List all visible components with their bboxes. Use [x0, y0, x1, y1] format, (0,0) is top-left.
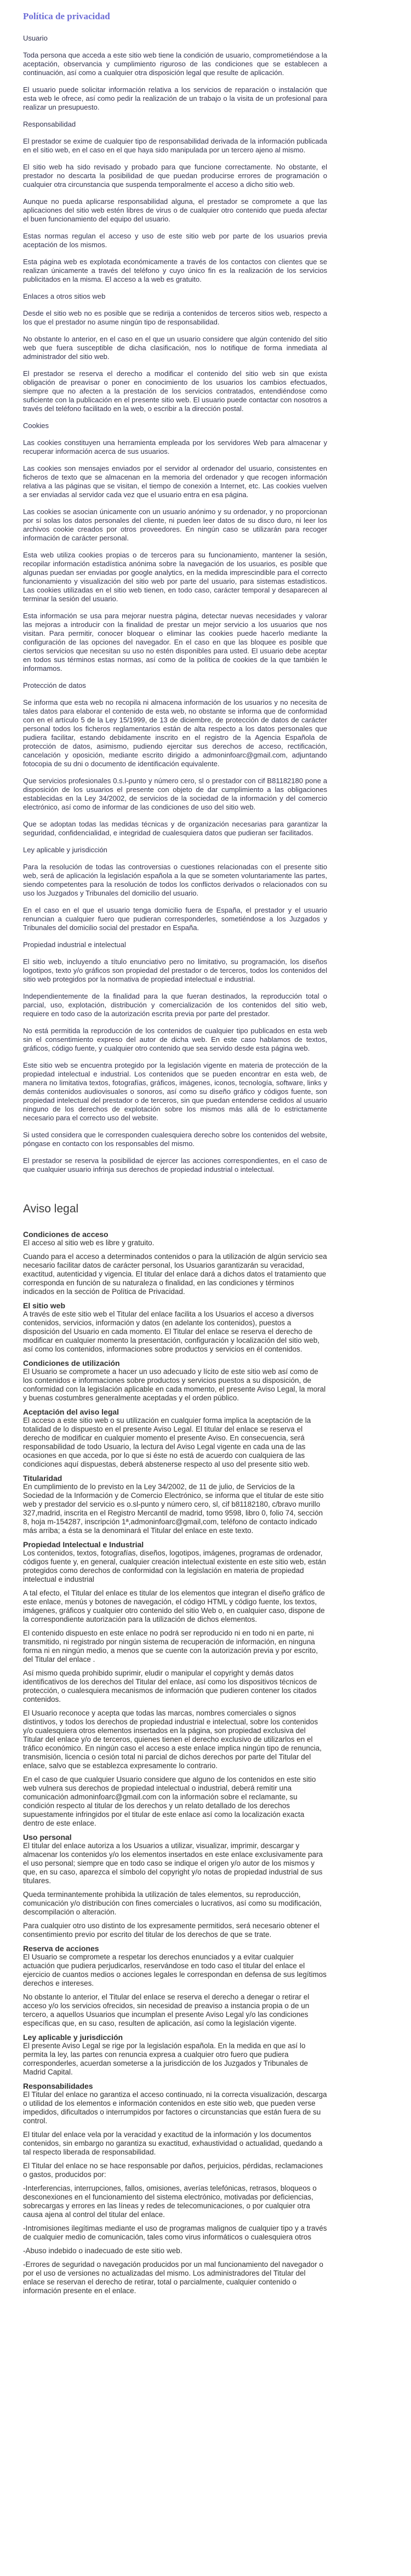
- privacy-section-heading: Protección de datos: [23, 681, 86, 689]
- legal-paragraph: -Abuso indebido o inadecuado de este sitio web.: [23, 2247, 182, 2255]
- privacy-paragraph: Toda persona que acceda a este sitio web tiene la condición de usuario, comprometiéndose a la aceptación, observancia y cumplimiento riguroso de las condiciones que se establecen a continuación, así como a cualquier otra disposición legal que resulte de aplicación.: [23, 51, 327, 77]
- legal-section-heading: Aceptación del aviso legal: [23, 1407, 119, 1416]
- privacy-paragraph: Que servicios profesionales 0.s.l-punto y número cero, sl o prestador con cif B81182180 pone a disposición de los usuarios el presente con objeto de dar cumplimiento a las obligaciones establecidas en la Ley 34/2002, de servicios de la sociedad de la información y del comercio electrónico, así como de informar de las condiciones de uso del sitio web.: [23, 777, 327, 811]
- legal-paragraph: Así mismo queda prohibido suprimir, eludir o manipular el copyright y demás datos identificativos de los derechos del Titular del enlace, así como los dispositivos técnicos de protección, o cualesquiera mecanismos de información que pudieren contener los citados contenidos.: [23, 1669, 317, 1703]
- legal-paragraph: -Interferencias, interrupciones, fallos, omisiones, averías telefónicas, retrasos, bloqueos o desconexiones en el funcionamiento del sistema electrónico, motivadas por deficiencias, sobrecargas y errores en las líneas y redes de telecomunicaciones, o por cualquier otra causa ajena al control del titular del enlace.: [23, 2184, 317, 2219]
- privacy-section-heading: Ley aplicable y jurisdicción: [23, 846, 107, 854]
- privacy-paragraph: Las cookies son mensajes enviados por el servidor al ordenador del usuario, consistentes en ficheros de texto que se almacenan en la memoria del ordenador y que recogen información relativa a las páginas que se visitan, el tiempo de conexión a Internet, etc. Las cookies vuelven a ser enviadas al servidor cada vez que el usuario entra en esa página.: [23, 464, 327, 499]
- privacy-paragraph: El prestador se exime de cualquier tipo de responsabilidad derivada de la información publicada en el sitio web, en el caso en el que haya sido manipulada por un tercero ajeno al mismo.: [23, 137, 327, 154]
- privacy-paragraph: Si usted considera que le corresponden cualesquiera derecho sobre los contenidos del website, póngase en contacto con los responsables del mismo.: [23, 1131, 327, 1148]
- privacy-policy-title: Política de privacidad: [23, 11, 110, 21]
- privacy-paragraph: El usuario puede solicitar información relativa a los servicios de reparación o instalación que esta web le ofrece, así como pedir la realización de un trabajo o la visita de un profesional para realizar un presupuesto.: [23, 86, 327, 111]
- legal-paragraph: El Titular del enlace no garantiza el acceso continuado, ni la correcta visualización, descarga o utilidad de los elementos e información contenidos en este sitio web, que pueden verse impedidos, dificultados o interrumpidos por factores o circunstancias que están fuera de su control.: [23, 2090, 327, 2125]
- privacy-section-heading: Cookies: [23, 421, 49, 430]
- legal-section-heading: Reserva de acciones: [23, 1944, 99, 1953]
- legal-paragraph: El acceso al sitio web es libre y gratuito.: [23, 1239, 155, 1247]
- legal-paragraph: El titular del enlace vela por la veracidad y exactitud de la información y los documentos contenidos, sin embargo no garantiza su exactitud, exhaustividad o actualidad, quedando a tal respecto liberada de responsabilidad.: [23, 2130, 323, 2156]
- legal-paragraph: El Usuario reconoce y acepta que todas las marcas, nombres comerciales o signos distintivos, y todos los derechos de propiedad industrial e intelectual, sobre los contenidos y/o cualesquiera otros elementos insertados en la página, son propiedad exclusiva del Titular del enlace y/o de terceros, quienes tienen el derecho exclusivo de utilizarlos en el tráfico económico. En ningún caso el acceso a este enlace implica ningún tipo de renuncia, transmisión, licencia o cesión total ni parcial de dichos derechos por parte del Titular del enlace, salvo que se establezca expresamente lo contrario.: [23, 1709, 322, 1770]
- privacy-paragraph: Se informa que esta web no recopila ni almacena información de los usuarios y no necesita de tales datos para elaborar el contenido de esta web, no obstante se informa que de conformidad con en el artículo 5 de la Ley 15/1999, de 13 de diciembre, de protección de datos de carácter personal todos los ficheros reglamentarios están de alta respecto a los datos personales que pudiera facilitar, estando debidamente inscrito en el registro de la Agencia Española de protección de datos, asimismo, pudiendo ejercitar sus derechos de acceso, rectificación, cancelación y oposición, mediante escrito dirigido a admoninfoarc@gmail.com, adjuntando fotocopia de su dni o documento de identificación equivalente.: [23, 698, 327, 768]
- privacy-policy-section: [23, 11, 327, 1174]
- privacy-paragraph: Que se adoptan todas las medidas técnicas y de organización necesarias para garantizar la seguridad, confidencialidad, e integridad de cualesquiera datos que pudieran ser facilitados.: [23, 820, 327, 837]
- legal-section-heading: Ley aplicable y jurisdicción: [23, 2033, 123, 2042]
- privacy-paragraph: Aunque no pueda aplicarse responsabilidad alguna, el prestador se compromete a que las aplicaciones del sitio web estén libres de virus o de cualquier otro contenido que pueda afectar el buen funcionamiento del equipo del usuario.: [23, 197, 327, 223]
- privacy-policy-content: [23, 34, 327, 1174]
- privacy-paragraph: Esta página web es explotada económicamente a través de los contactos con clientes que se realizan únicamente a través del teléfono y cuyo único fin es la realización de los servicios publicitados en la misma. El acceso a la web es gratuito.: [23, 258, 327, 283]
- privacy-paragraph: En el caso en el que el usuario tenga domicilio fuera de España, el prestador y el usuario renuncian a cualquier fuero que pudieran corresponderles, sometiéndose a los Juzgados y Tribunales del domicilio social del prestador en España.: [23, 906, 327, 932]
- legal-section-heading: Uso personal: [23, 1833, 72, 1842]
- privacy-paragraph: Este sitio web se encuentra protegido por la legislación vigente en materia de protección de la propiedad intelectual e industrial. Los contenidos que se pueden encontrar en esta web, de manera no limitativa textos, fotografías, gráficos, imágenes, iconos, tecnología, software, links y demás contenidos audiovisuales o sonoros, así como su diseño gráfico y códigos fuente, son propiedad intelectual del prestador o de terceros, sin que puedan entenderse cedidos al usuario ninguno de los derechos de explotación sobre los mismos más allá de lo estrictamente necesario para el correcto uso del website.: [23, 1061, 327, 1122]
- privacy-paragraph: Independientemente de la finalidad para la que fueran destinados, la reproducción total o parcial, uso, explotación, distribución y comercialización de los contenidos del sitio web, requiere en todo caso de la autorización escrita previa por parte del prestador.: [23, 992, 327, 1018]
- privacy-paragraph: El sitio web ha sido revisado y probado para que funcione correctamente. No obstante, el prestador no descarta la posibilidad de que puedan producirse errores de programación o cualquier otra circunstancia que suspenda temporalmente el acceso a dicho sitio web.: [23, 163, 327, 189]
- privacy-paragraph: Esta información se usa para mejorar nuestra página, detectar nuevas necesidades y valorar las mejoras a introducir con la finalidad de prestar un mejor servicio a los usuarios que nos visitan. Para permitir, conocer bloquear o eliminar las cookies puede hacerlo mediante la configuración de las opciones del navegador. En el caso en que las bloquee es posible que ciertos servicios que necesitan su uso no estén disponibles para usted. El usuario debe aceptar en todos sus términos estas normas, así como de la política de cookies de la que también le informamos.: [23, 612, 327, 673]
- legal-paragraph: Cuando para el acceso a determinados contenidos o para la utilización de algún servicio sea necesario facilitar datos de carácter personal, los Usuarios garantizarán su veracidad, exactitud, autenticidad y vigencia. El titular del enlace dará a dichos datos el tratamiento que corresponda en función de su naturaleza o finalidad, en las condiciones y términos indicados en la sección de Política de Privacidad.: [23, 1252, 327, 1296]
- legal-section-heading: Condiciones de acceso: [23, 1230, 109, 1239]
- legal-paragraph: El Usuario se compromete a respetar los derechos enunciados y a evitar cualquier actuación que pudiera perjudicarlos, reservándose en todo caso el titular del enlace el ejercicio de cuantos medios o acciones legales le correspondan en defensa de sus legítimos derechos e intereses.: [23, 1953, 327, 1987]
- legal-paragraph: A tal efecto, el Titular del enlace es titular de los elementos que integran el diseño gráfico de este enlace, menús y botones de navegación, el código HTML y código fuente, los textos, imágenes, gráficos y cualquier otro contenido del sitio Web o, en cualquier caso, dispone de la correspondiente autorización para la utilización de dichos elementos.: [23, 1589, 325, 1623]
- legal-paragraph: El Usuario se compromete a hacer un uso adecuado y lícito de este sitio web así como de los contenidos e informaciones sobre productos y servicios puestos a su disposición, de conformidad con la legislación aplicable en cada momento, el presente Aviso Legal, la moral y buenas costumbres generalmente aceptadas y el orden público.: [23, 1367, 326, 1402]
- legal-paragraph: En el caso de que cualquier Usuario considere que alguno de los contenidos en este sitio web vulnera sus derechos de propiedad intelectual o industrial, deberá remitir una comunicación admoninfoarc@gmail.com con la información sobre el reclamante, su condición respecto al titular de los derechos y un relato detallado de los derechos supuestamente infringidos por el titular de este enlace así como la localización exacta dentro de este enlace.: [23, 1775, 316, 1827]
- privacy-paragraph: Las cookies se asocian únicamente con un usuario anónimo y su ordenador, y no proporcionan por sí solas los datos personales del cliente, ni pueden leer datos de su disco duro, ni leer los archivos cookie creados por otros proveedores. En ningún caso se utilizarán para recoger información de carácter personal.: [23, 508, 327, 542]
- legal-paragraph: Queda terminantemente prohibida la utilización de tales elementos, su reproducción, comunicación y/o distribución con fines comerciales o lucrativos, así como su modificación, descompilación o alteración.: [23, 1890, 322, 1916]
- privacy-paragraph: Las cookies constituyen una herramienta empleada por los servidores Web para almacenar y recuperar información acerca de sus usuarios.: [23, 438, 327, 455]
- legal-paragraph: Para cualquier otro uso distinto de los expresamente permitidos, será necesario obtener el consentimiento previo por escrito del titular de los derechos de que se trate.: [23, 1922, 320, 1939]
- legal-paragraph: En cumplimiento de lo previsto en la Ley 34/2002, de 11 de julio, de Servicios de la Sociedad de la Información y de Comercio Electrónico, se informa que el titular de este sitio web y prestador del servicio es o.sl-punto y número cero, sl, cif b81182180, c/bravo murillo 327,madrid, inscrita en el Registro Mercantil de madrid, tomo 9598, libro 0, folio 74, sección 8, hoja m-154287, inscripción 1ª,admoninfoarc@gmail,com, teléfono de contacto indicado más arriba; a ésta se la denominará el Titular del enlace en este texto.: [23, 1483, 324, 1535]
- legal-notice-content: [23, 1230, 327, 2295]
- legal-paragraph: -Intromisiones ilegítimas mediante el uso de programas malignos de cualquier tipo y a través de cualquier medio de comunicación, tales como virus informáticos o cualesquiera otros: [23, 2224, 327, 2241]
- privacy-section-heading: Responsabilidad: [23, 120, 76, 128]
- legal-paragraph: El Titular del enlace no se hace responsable por daños, perjuicios, pérdidas, reclamaciones o gastos, producidos por:: [23, 2162, 323, 2179]
- privacy-section-heading: Usuario: [23, 34, 48, 42]
- legal-paragraph: El acceso a este sitio web o su utilización en cualquier forma implica la aceptación de la totalidad de lo dispuesto en el presente Aviso Legal. El titular del enlace se reserva el derecho de modificar en cualquier momento el presente Aviso. En consecuencia, será responsabilidad de todo Usuario, la lectura del Aviso Legal vigente en cada una de las ocasiones en que acceda, por lo que si éste no está de acuerdo con cualquiera de las condiciones aquí dispuestas, deberá abstenerse respecto al uso del presente sitio web.: [23, 1416, 311, 1468]
- legal-section-heading: El sitio web: [23, 1301, 66, 1310]
- privacy-paragraph: Esta web utiliza cookies propias o de terceros para su funcionamiento, mantener la sesión, recopilar información estadística anónima sobre la navegación de los usuarios, es posible que algunas puedan ser enviadas por google analytics, en la medida imprescindible para el correcto funcionamiento y visualización del sitio web por parte del usuario, para sistemas estadísticos. Las cookies utilizadas en el sitio web tienen, en todo caso, carácter temporal y desaparecen al terminar la sesión del usuario.: [23, 551, 327, 603]
- legal-notice-section: [23, 1202, 327, 2295]
- privacy-paragraph: Estas normas regulan el acceso y uso de este sitio web por parte de los usuarios previa aceptación de los mismos.: [23, 232, 327, 249]
- legal-paragraph: A través de este sitio web el Titular del enlace facilita a los Usuarios el acceso a diversos contenidos, servicios, información y datos (en adelante los contenidos), puestos a disposición del Usuario en cada momento. El Titular del enlace se reserva el derecho de modificar en cualquier momento la presentación, configuración y localización del sitio web, así como los contenidos, informaciones sobre productos y servicios en él contenidos.: [23, 1310, 320, 1353]
- legal-paragraph: El titular del enlace autoriza a los Usuarios a utilizar, visualizar, imprimir, descargar y almacenar los contenidos y/o los elementos insertados en este enlace exclusivamente para el uso personal; siempre que en todo caso se indique el origen y/o autor de los mismos y que, en su caso, aparezca el símbolo del copyright y/o notas de propiedad industrial de sus titulares.: [23, 1842, 323, 1885]
- legal-section-heading: Responsabilidades: [23, 2082, 93, 2090]
- legal-notice-title: Aviso legal: [23, 1202, 79, 1215]
- privacy-section-heading: Enlaces a otros sitios web: [23, 292, 106, 300]
- legal-paragraph: No obstante lo anterior, el Titular del enlace se reserva el derecho a denegar o retirar el acceso y/o los servicios ofrecidos, sin necesidad de preaviso a instancia propia o de un tercero, a aquellos Usuarios que incumplan el presente Aviso Legal y/o las condiciones específicas que, en su caso, resulten de aplicación, así como la legislación vigente.: [23, 1993, 310, 2027]
- legal-section-heading: Condiciones de utilización: [23, 1359, 120, 1367]
- legal-section-heading: Propiedad Intelectual e Industrial: [23, 1540, 144, 1549]
- privacy-paragraph: El prestador se reserva el derecho a modificar el contenido del sitio web sin que exista obligación de preavisar o poner en conocimiento de los usuarios los cambios efectuados, siempre que no afecten a la prestación de los servicios contratados, entendiéndose como suficiente con la publicación en el presente sitio web. El usuario puede contactar con nosotros a través del teléfono facilitado en la web, o escribir a la dirección postal.: [23, 369, 327, 413]
- legal-paragraph: -Errores de seguridad o navegación producidos por un mal funcionamiento del navegador o por el uso de versiones no actualizadas del mismo. Los administradores del Titular del enlace se reservan el derecho de retirar, total o parcialmente, cualquier contenido o información presente en el enlace.: [23, 2260, 323, 2295]
- privacy-paragraph: El sitio web, incluyendo a título enunciativo pero no limitativo, su programación, los diseños logotipos, texto y/o gráficos son propiedad del prestador o de terceros, todos los contenidos del sitio web protegidos por la normativa de propiedad intelectual e industrial.: [23, 958, 327, 983]
- privacy-paragraph: Para la resolución de todas las controversias o cuestiones relacionadas con el presente sitio web, será de aplicación la legislación española a la que se someten voluntariamente las partes, siendo competentes para la resolución de todos los conflictos derivados o relacionados con su uso los Juzgados y Tribunales del domicilio del usuario.: [23, 863, 327, 897]
- legal-paragraph: El presente Aviso Legal se rige por la legislación española. En la medida en que así lo permita la ley, las partes con renuncia expresa a cualquier otro fuero que pudiera corresponderles, acuerdan someterse a la jurisdicción de los Juzgados y Tribunales de Madrid Capital.: [23, 2042, 309, 2076]
- privacy-paragraph: El prestador se reserva la posibilidad de ejercer las acciones correspondientes, en el caso de que cualquier usuario infrinja sus derechos de propiedad industrial o intelectual.: [23, 1156, 327, 1173]
- privacy-section-heading: Propiedad industrial e intelectual: [23, 941, 126, 949]
- legal-section-heading: Titularidad: [23, 1474, 62, 1483]
- legal-paragraph: El contenido dispuesto en este enlace no podrá ser reproducido ni en todo ni en parte, ni transmitido, ni registrado por ningún sistema de recuperación de información, en ninguna forma ni en ningún medio, a menos que se cuente con la autorización previa y por escrito, del Titular del enlace .: [23, 1629, 318, 1663]
- legal-paragraph: Los contenidos, textos, fotografías, diseños, logotipos, imágenes, programas de ordenador, códigos fuente y, en general, cualquier creación intelectual existente en este sitio web, están protegidos como derechos de conformidad con la legislación en materia de propiedad intelectual e industrial: [23, 1549, 326, 1583]
- privacy-paragraph: No está permitida la reproducción de los contenidos de cualquier tipo publicados en esta web sin el consentimiento expreso del autor de dicha web. En este caso hablamos de textos, gráficos, código fuente, y cualquier otro contenido que sea servido desde esta página web.: [23, 1027, 327, 1052]
- privacy-paragraph: No obstante lo anterior, en el caso en el que un usuario considere que algún contenido del sitio web que fuera susceptible de dicha clasificación, nos lo notifique de forma inmediata al administrador del sitio web.: [23, 335, 327, 361]
- privacy-paragraph: Desde el sitio web no es posible que se redirija a contenidos de terceros sitios web, respecto a los que el prestador no asume ningún tipo de responsabilidad.: [23, 309, 327, 326]
